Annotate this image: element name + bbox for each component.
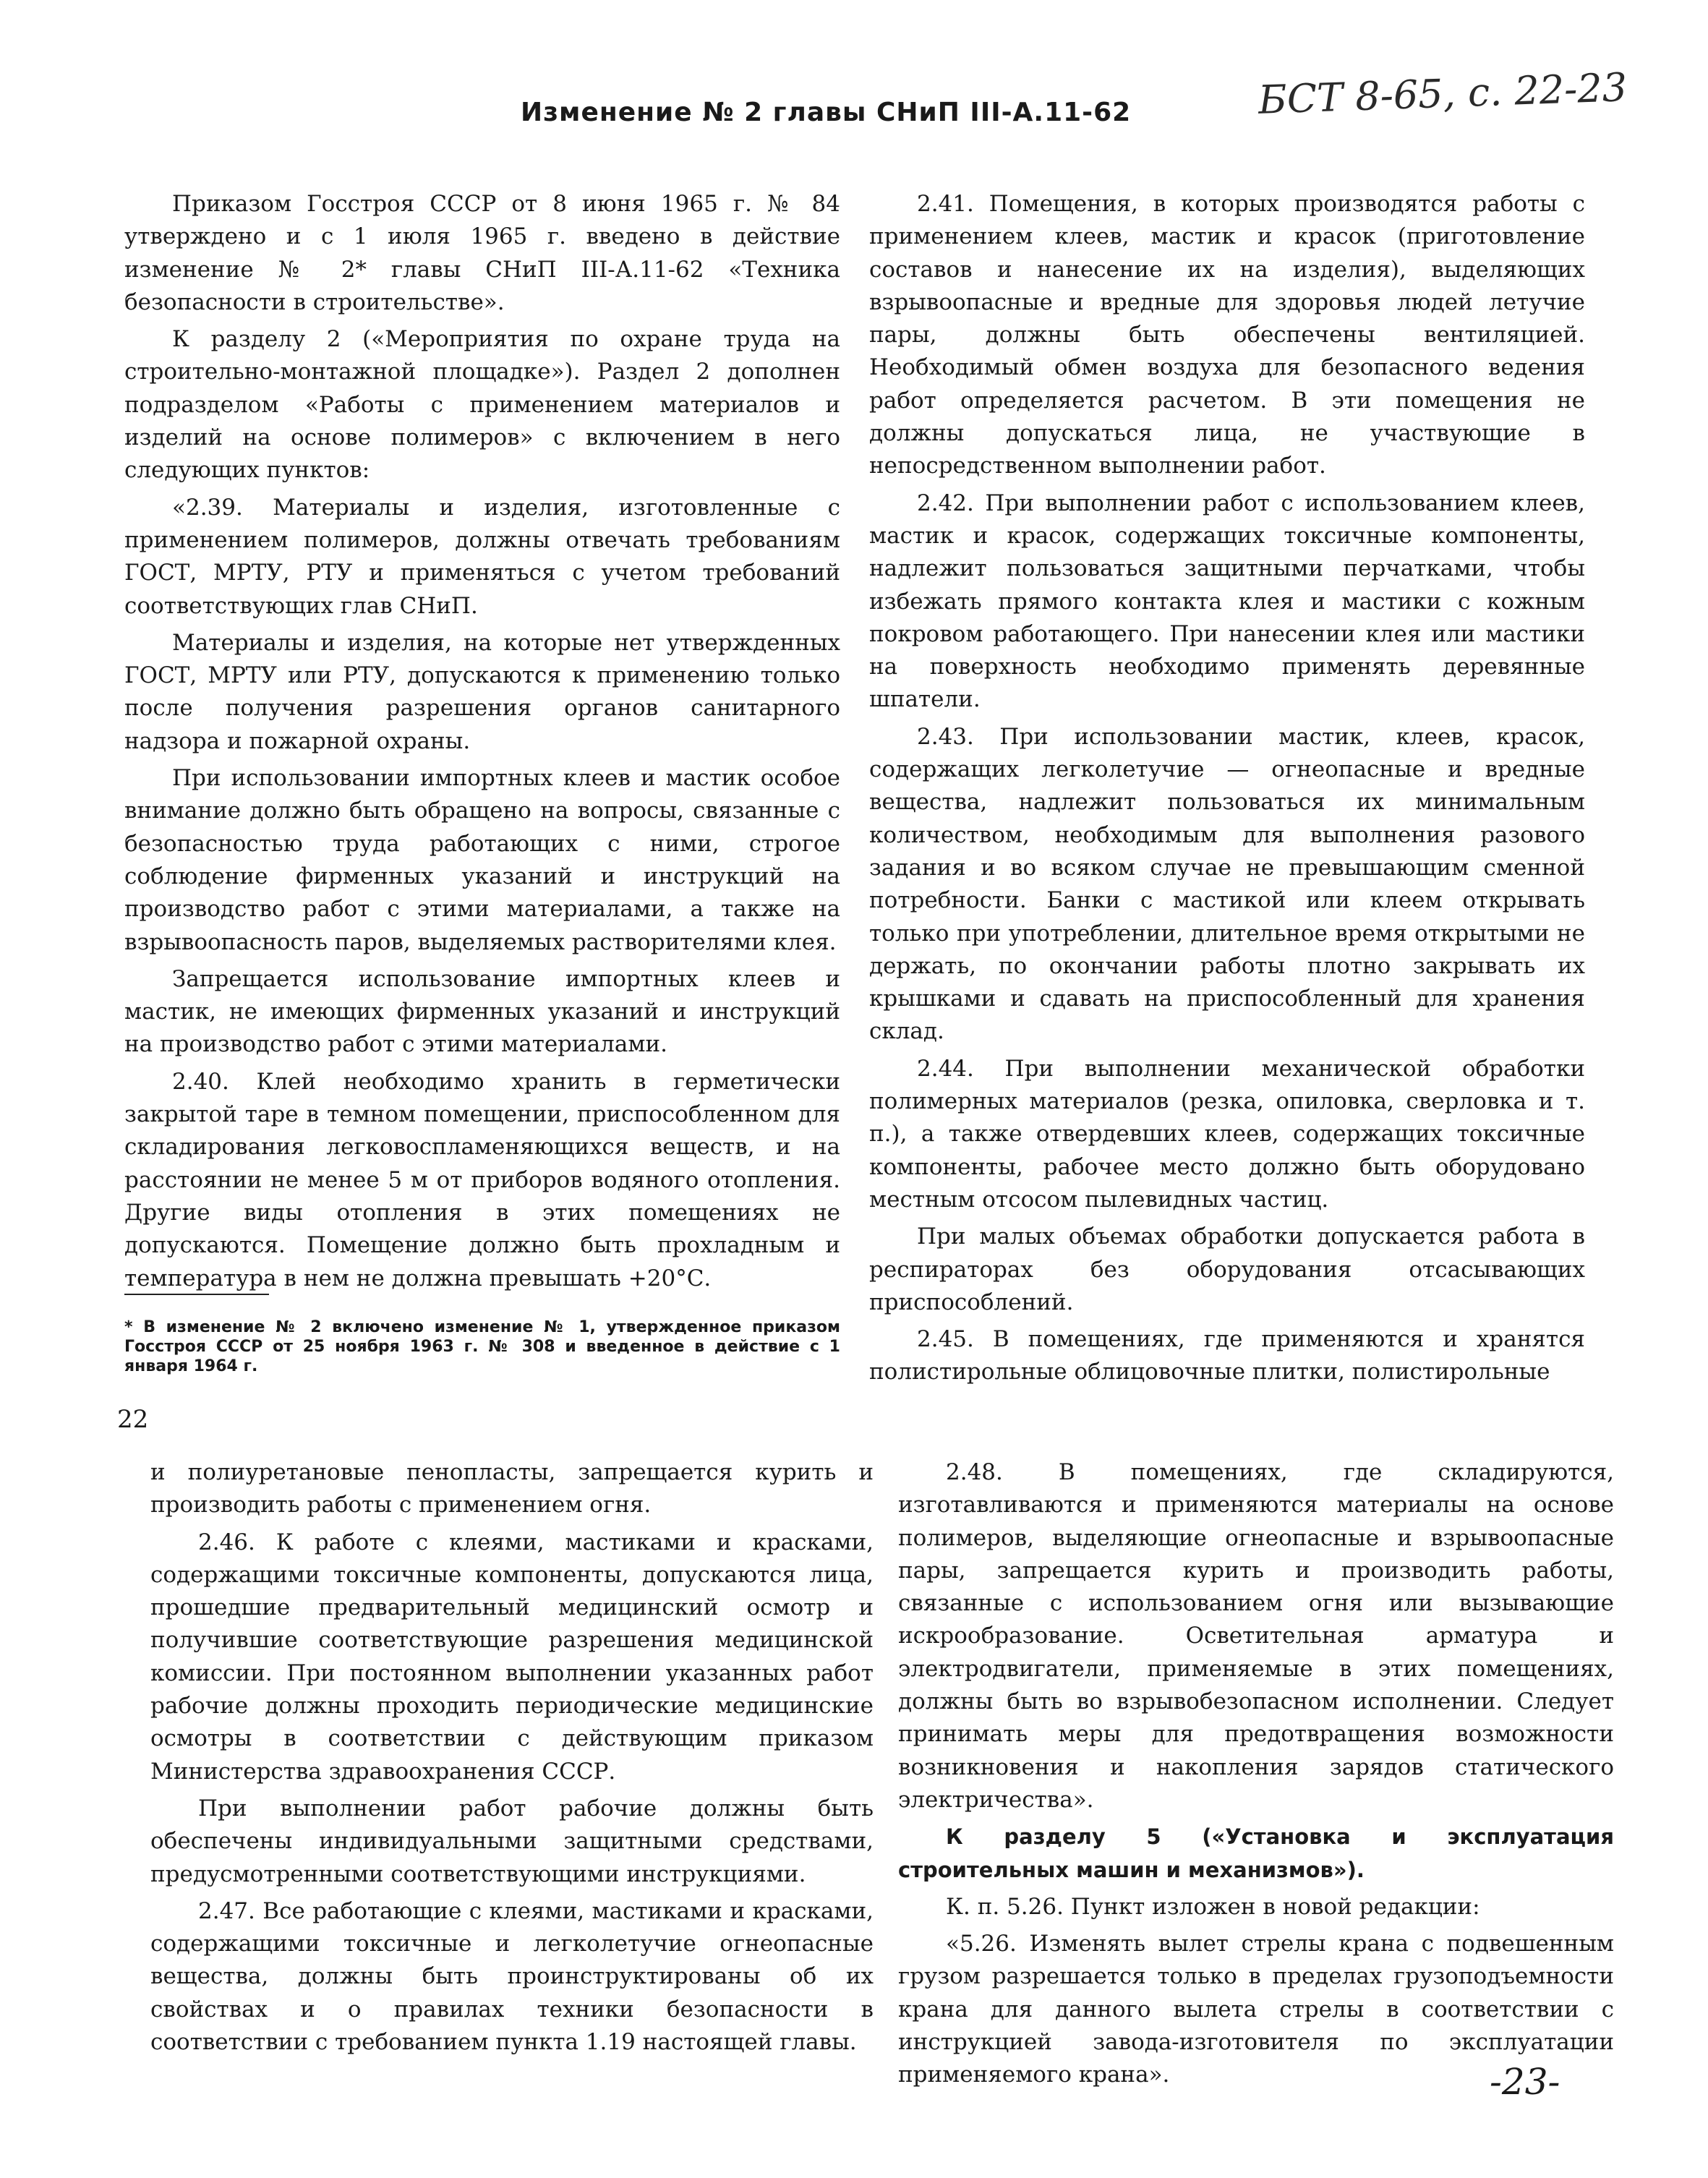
handwritten-note: БСТ 8-65, с. 22-23 [1257, 64, 1628, 123]
paragraph: 2.45. В помещениях, где применяются и хранятся полистирольные облицовочные плитки, полистирольные [869, 1326, 1585, 1385]
paragraph: 2.44. При выполнении механической обработки полимерных материалов (резка, опиловка, сверловка и т. п.), а также отвердевших клеев, содержащих токсичные компоненты, рабочее место должно быть оборудовано местным отсосом пылевидных частиц. [869, 1055, 1585, 1213]
footnote: * В изменение № 2 включено изменение № 1, утвержденное приказом Госстроя СССР от 25 ноября 1963 г. № 308 и введенное в действие с 1 января 1964 г. [124, 1318, 840, 1375]
paragraph: Приказом Госстроя СССР от 8 июня 1965 г. № 84 утверждено и с 1 июля 1965 г. введено в действие изменение № 2* главы СНиП III-А.11-62 «Техника безопасности в строительстве». [124, 191, 840, 315]
page-number-23: -23- [1490, 2061, 1560, 2103]
paragraph: 2.43. При использовании мастик, клеев, красок, содержащих легколетучие — огнеопасные и вредные вещества, надлежит пользоваться их минимальным количеством, необходимым для выполнения разового задания и во всяком случае не превышающим сменной потребности. Банки с мастикой или клеем открывать только при употреблении, длительное время открытыми не держать, по окончании работы плотно закрывать их крышками и сдавать на приспособленный для хранения склад. [869, 723, 1585, 1045]
paragraph: 2.42. При выполнении работ с использованием клеев, мастик и красок, содержащих токсичные компоненты, надлежит пользоваться защитными перчатками, чтобы избежать прямого контакта клея и мастики с кожным покровом работающего. При нанесении клея или мастики на поверхность необходимо применять деревянные шпатели. [869, 490, 1585, 713]
page22-left-column [124, 188, 840, 1299]
page-number-22: 22 [117, 1405, 149, 1434]
page-title: Изменение № 2 главы СНиП III-А.11-62 [521, 98, 1132, 127]
paragraph: 2.40. Клей необходимо хранить в герметически закрытой таре в темном помещении, приспособленном для складирования легковоспламеняющихся веществ, и на расстоянии не менее 5 м от приборов водяного отопления. Другие виды отопления в этих помещениях не допускаются. Помещение должно быть прохладным и температура в нем не должна превышать +20°С. [124, 1068, 840, 1291]
section-heading: К разделу 5 («Установка и эксплуатация строительных машин и механизмов»). [898, 1824, 1614, 1882]
page23-left-column [150, 1456, 874, 2063]
paragraph: При использовании импортных клеев и мастик особое внимание должно быть обращено на вопросы, связанные с безопасностью труда работающих с ними, строгое соблюдение фирменных указаний и инструкций на производство работ с этими материалами, а также на взрывоопасность паров, выделяемых растворителями клея. [124, 765, 840, 955]
paragraph: и полиуретановые пенопласты, запрещается курить и производить работы с применением огня. [150, 1459, 874, 1519]
paragraph: 2.48. В помещениях, где складируются, изготавливаются и применяются материалы на основе полимеров, выделяющие огнеопасные и взрывоопасные пары, запрещается курить и производить работы, связанные с использованием огня или вызывающие искрообразование. Осветительная арматура и электродвигатели, применяемые в этих помещениях, должны быть во взрывобезопасном исполнении. Следует принимать меры для предотвращения возможности возникновения и накопления зарядов статического электричества». [898, 1459, 1614, 1813]
paragraph: «5.26. Изменять вылет стрелы крана с подвешенным грузом разрешается только в пределах грузоподъемности крана для данного вылета стрелы в соответствии с инструкцией завода-изготовителя по эксплуатации применяемого крана». [898, 1931, 1614, 2088]
footnote-divider [124, 1294, 269, 1295]
paragraph: 2.41. Помещения, в которых производятся работы с применением клеев, мастик и красок (приготовление составов и нанесение их на изделия), выделяющих взрывоопасные и вредные для здоровья людей летучие пары, должны быть обеспечены вентиляцией. Необходимый обмен воздуха для безопасного ведения работ определяется расчетом. В эти помещения не должны допускаться лица, не участвующие в непосредственном выполнении работ. [869, 191, 1585, 479]
paragraph: 2.46. К работе с клеями, мастиками и красками, содержащими токсичные компоненты, допускаются лица, прошедшие предварительный медицинский осмотр и получившие соответствующие разрешения медицинской комиссии. При постоянном выполнении указанных работ рабочие должны проходить периодические медицинские осмотры в соответствии с действующим приказом Министерства здравоохранения СССР. [150, 1529, 874, 1785]
page23-right-column [898, 1456, 1614, 2096]
paragraph: К. п. 5.26. Пункт изложен в новой редакции: [946, 1893, 1480, 1920]
page22-right-column [869, 188, 1585, 1393]
paragraph: К разделу 2 («Мероприятия по охране труда на строительно-монтажной площадке»). Раздел 2 дополнен подразделом «Работы с применением материалов и изделий на основе полимеров» с включением в него следующих пунктов: [124, 326, 840, 484]
paragraph: Запрещается использование импортных клеев и мастик, не имеющих фирменных указаний и инструкций на производство работ с этими материалами. [124, 965, 840, 1058]
paragraph: «2.39. Материалы и изделия, изготовленные с применением полимеров, должны отвечать требованиям ГОСТ, МРТУ, РТУ и применяться с учетом требований соответствующих глав СНиП. [124, 494, 840, 619]
paragraph: При выполнении работ рабочие должны быть обеспечены индивидуальными защитными средствами, предусмотренными соответствующими инструкциями. [150, 1795, 874, 1887]
paragraph: 2.47. Все работающие с клеями, мастиками и красками, содержащими токсичные и легколетучие огнеопасные вещества, должны быть проинструктированы об их свойствах и о правилах техники безопасности в соответствии с требованием пункта 1.19 настоящей главы. [150, 1897, 874, 2056]
paragraph: Материалы и изделия, на которые нет утвержденных ГОСТ, МРТУ или РТУ, допускаются к применению только после получения разрешения органов санитарного надзора и пожарной охраны. [124, 629, 840, 754]
paragraph: При малых объемах обработки допускается работа в респираторах без оборудования отсасывающих приспособлений. [869, 1223, 1585, 1315]
